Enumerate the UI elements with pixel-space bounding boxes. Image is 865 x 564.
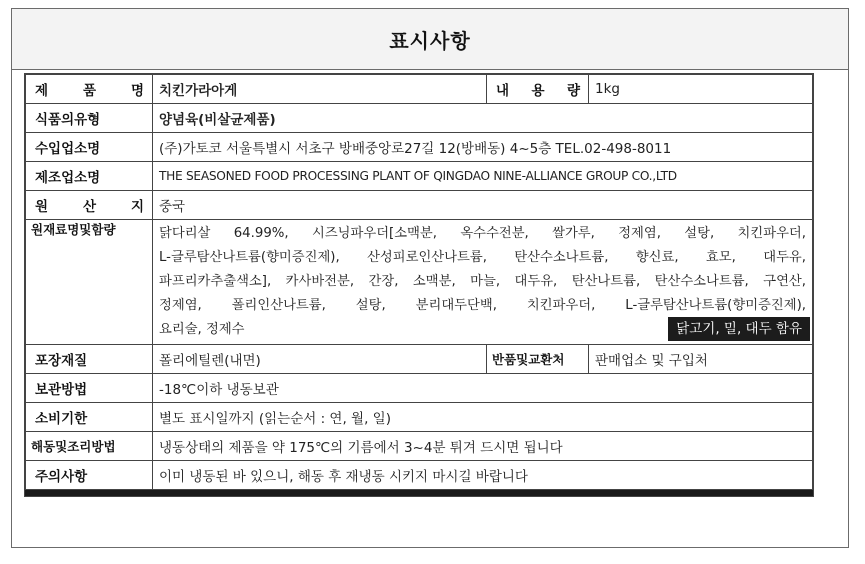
table-row: [26, 75, 813, 104]
product-info-table: [24, 73, 814, 497]
caution-label: 주의사항: [26, 461, 153, 490]
table-row: [26, 374, 813, 403]
product-name-value: 치킨가라아게: [153, 75, 487, 104]
product-name-label: 제 품 명: [26, 75, 153, 104]
ingredients-line: 닭다리살 64.99%, 시즈닝파우더[소맥분, 옥수수전분, 쌀가루, 정제염, 설탕, 치킨파우더,: [159, 226, 806, 241]
cooking-value: 냉동상태의 제품을 약 175℃의 기름에서 3~4분 튀겨 드시면 됩니다: [153, 432, 813, 461]
packaging-label: 포장재질: [26, 345, 153, 374]
ingredients-line: 파프리카추출색소], 카사바전분, 간장, 소맥분, 마늘, 대두유, 탄산나트륨, 탄산수소나트륨, 구연산,: [159, 274, 806, 289]
ingredients-line: 정제염, 폴리인산나트륨, 설탕, 분리대두단백, 치킨파우더, L-글루탐산나트륨(향미증진제),: [159, 298, 806, 313]
cooking-label: 해동및조리방법: [26, 432, 153, 461]
origin-value: 중국: [153, 191, 813, 220]
content-qty-value: 1kg: [589, 75, 813, 104]
header-bar: [12, 9, 848, 70]
storage-value: -18℃이하 냉동보관: [153, 374, 813, 403]
food-type-label: 식품의유형: [26, 104, 153, 133]
ingredients-value: [153, 220, 813, 345]
ingredients-line: 요리술, 정제수: [159, 322, 245, 337]
return-place-label: 반품및교환처: [487, 345, 589, 374]
ingredients-label: 원재료명및함량: [26, 220, 153, 345]
table-row: [26, 133, 813, 162]
table-row: [26, 220, 813, 345]
table-row: [26, 403, 813, 432]
origin-label: 원 산 지: [26, 191, 153, 220]
content-qty-label: 내 용 량: [487, 75, 589, 104]
table-row: [26, 461, 813, 490]
page-title: 표시사항: [389, 28, 471, 53]
allergen-badge: 닭고기, 밀, 대두 함유: [668, 317, 810, 341]
caution-value: 이미 냉동된 바 있으니, 해동 후 재냉동 시키지 마시길 바랍니다: [153, 461, 813, 490]
packaging-value: 폴리에틸렌(내면): [153, 345, 487, 374]
bottom-divider: [25, 490, 813, 496]
importer-label: 수입업소명: [26, 133, 153, 162]
food-type-value: 양념육(비살균제품): [153, 104, 813, 133]
storage-label: 보관방법: [26, 374, 153, 403]
ingredients-line: L-글루탐산나트륨(향미증진제), 산성피로인산나트륨, 탄산수소나트륨, 향신료, 효모, 대두유,: [159, 250, 806, 265]
table-row: [26, 345, 813, 374]
importer-value: (주)가토코 서울특별시 서초구 방배중앙로27길 12(방배동) 4~5층 TEL.02-498-8011: [153, 133, 813, 162]
table-row: [26, 162, 813, 191]
return-place-value: 판매업소 및 구입처: [589, 345, 813, 374]
table-row: [26, 432, 813, 461]
expiry-label: 소비기한: [26, 403, 153, 432]
manufacturer-label: 제조업소명: [26, 162, 153, 191]
manufacturer-value: THE SEASONED FOOD PROCESSING PLANT OF QINGDAO NINE-ALLIANCE GROUP CO.,LTD: [153, 162, 813, 191]
table-row: [26, 191, 813, 220]
table-row: [26, 104, 813, 133]
expiry-value: 별도 표시일까지 (읽는순서 : 연, 월, 일): [153, 403, 813, 432]
